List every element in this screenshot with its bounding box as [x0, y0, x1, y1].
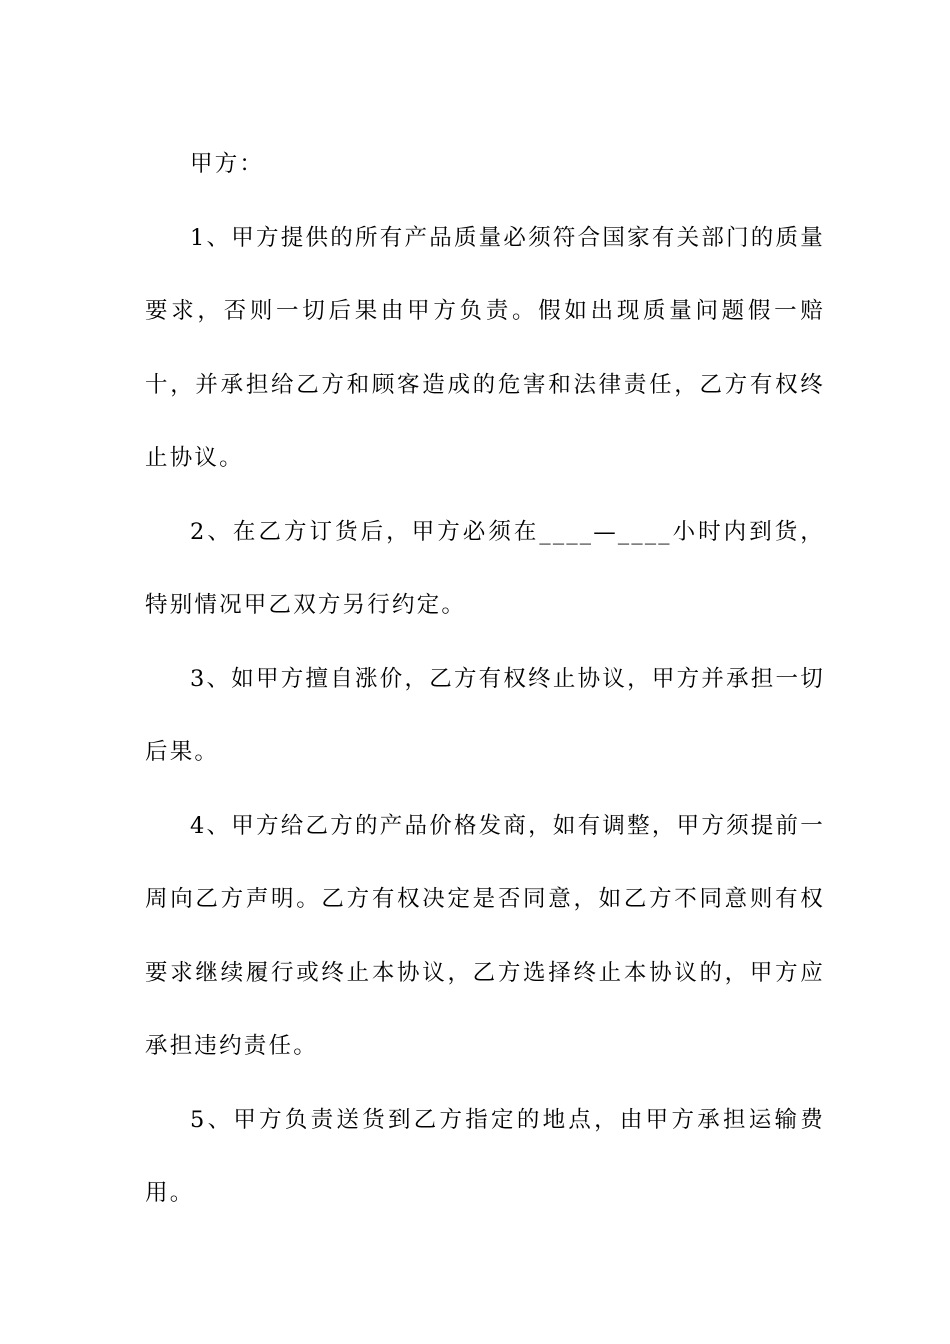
document-body — [145, 128, 825, 1231]
clause-3: 3、如甲方擅自涨价，乙方有权终止协议，甲方并承担一切后果。 — [145, 665, 825, 765]
clause-1: 1、甲方提供的所有产品质量必须符合国家有关部门的质量要求，否则一切后果由甲方负责。假如出现质量问题假一赔十，并承担给乙方和顾客造成的危害和法律责任，乙方有权终止协议。 — [145, 224, 825, 471]
clause-5: 5、甲方负责送货到乙方指定的地点，由甲方承担运输费用。 — [145, 1106, 825, 1206]
clause-4: 4、甲方给乙方的产品价格发商，如有调整，甲方须提前一周向乙方声明。乙方有权决定是否同意，如乙方不同意则有权要求继续履行或终止本协议，乙方选择终止本协议的，甲方应承担违约责任。 — [145, 812, 825, 1059]
party-a-heading: 甲方： — [190, 151, 265, 177]
clause-2: 2、在乙方订货后，甲方必须在____—____小时内到货，特别情况甲乙双方另行约定。 — [145, 518, 825, 618]
